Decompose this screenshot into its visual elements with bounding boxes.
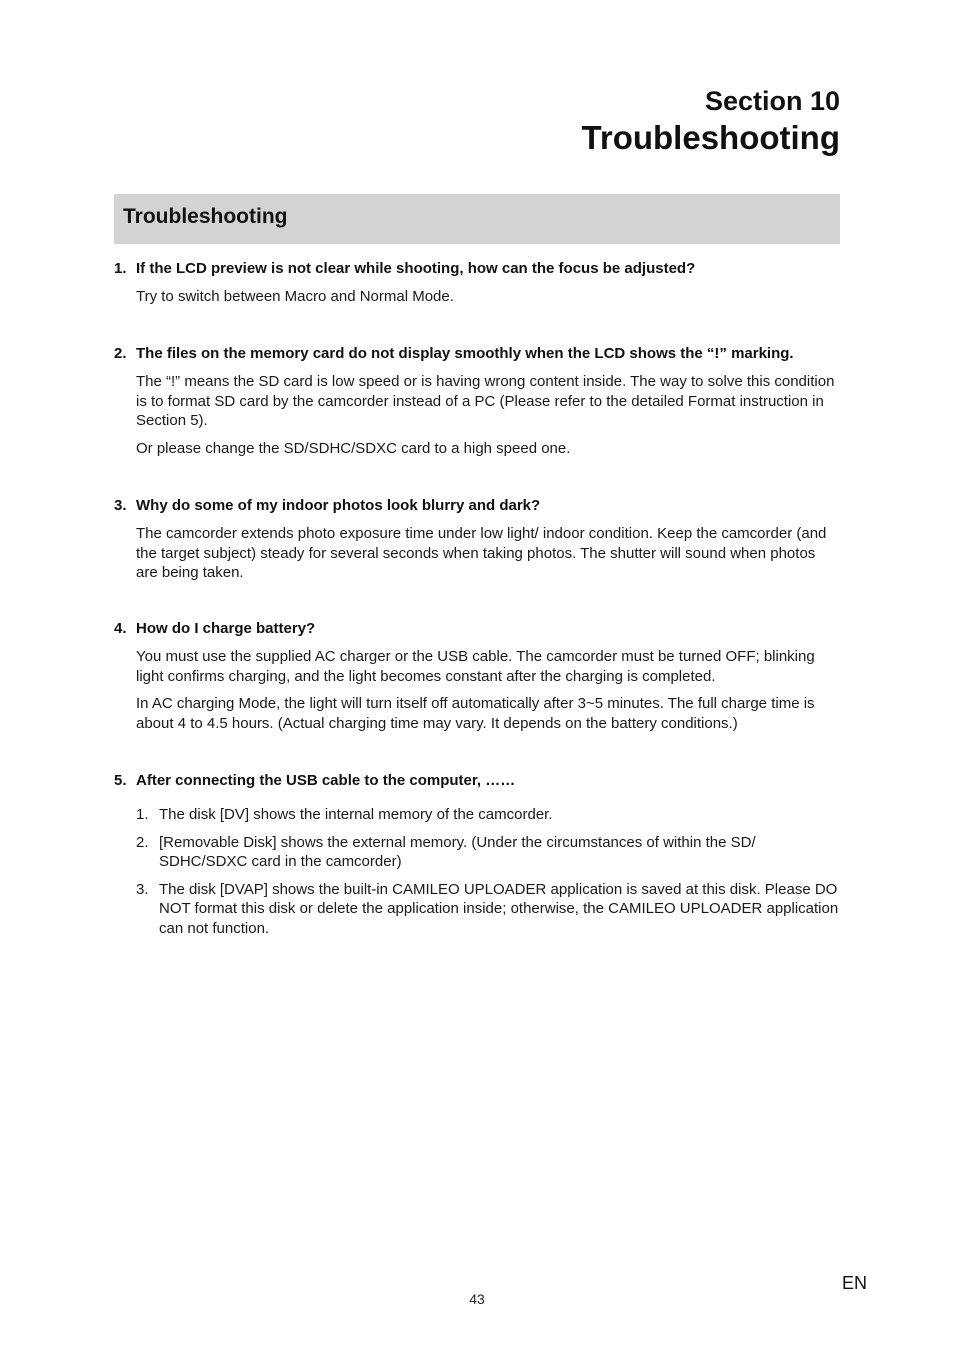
sub-list-item bbox=[136, 833, 840, 872]
sub-item-number: 2. bbox=[136, 833, 149, 851]
question-text: The files on the memory card do not display smoothly when the LCD shows the “!” marking. bbox=[136, 345, 794, 362]
question bbox=[114, 771, 840, 790]
sub-item-text: The disk [DVAP] shows the built-in CAMILEO UPLOADER application is saved at this disk. Please DO NOT format this disk or delete the application inside; otherwise, the CAMILEO UPLOADER application can not function. bbox=[159, 880, 839, 937]
answer-paragraph: The “!” means the SD card is low speed or is having wrong content inside. The way to solve this condition is to format SD card by the camcorder instead of a PC (Please refer to the detailed Format instruction in Section 5). bbox=[136, 373, 835, 429]
question-number: 4. bbox=[114, 620, 127, 637]
page-number: 43 bbox=[469, 1291, 485, 1307]
question bbox=[114, 259, 840, 278]
sub-item-number: 3. bbox=[136, 880, 149, 898]
banner-title: Troubleshooting bbox=[123, 205, 288, 228]
question-number: 1. bbox=[114, 260, 127, 277]
section-title: Troubleshooting bbox=[581, 119, 840, 156]
faq-item-2 bbox=[114, 344, 840, 458]
sub-item-text: [Removable Disk] shows the external memory. (Under the circumstances of within the SD/ SDHC/SDXC card in the camcorder) bbox=[159, 833, 756, 870]
topic-banner bbox=[114, 194, 840, 244]
language-code: EN bbox=[841, 1273, 867, 1293]
sub-list-item bbox=[136, 805, 840, 825]
sub-item-number: 1. bbox=[136, 806, 149, 823]
faq-item-1 bbox=[114, 259, 840, 307]
question-text: Why do some of my indoor photos look blurry and dark? bbox=[136, 497, 541, 514]
page-header bbox=[582, 84, 840, 158]
question-number: 5. bbox=[114, 772, 127, 789]
sub-list-item bbox=[136, 880, 840, 939]
answer-paragraph: Or please change the SD/SDHC/SDXC card to a high speed one. bbox=[136, 439, 571, 457]
faq-item-5 bbox=[114, 771, 840, 946]
question bbox=[114, 496, 840, 515]
sub-item-text: The disk [DV] shows the internal memory of the camcorder. bbox=[159, 806, 553, 823]
question-number: 2. bbox=[114, 345, 127, 362]
question bbox=[114, 344, 840, 363]
question-text: If the LCD preview is not clear while shooting, how can the focus be adjusted? bbox=[136, 260, 696, 277]
answer-paragraph: The camcorder extends photo exposure time under low light/ indoor condition. Keep the camcorder (and the target subject) steady for several seconds when taking photos. The shutter will sound when photos are being taken. bbox=[136, 525, 827, 581]
question-text: After connecting the USB cable to the computer, …… bbox=[136, 772, 516, 789]
answer-paragraph: Try to switch between Macro and Normal Mode. bbox=[136, 288, 454, 305]
question-number: 3. bbox=[114, 497, 127, 514]
section-number: Section 10 bbox=[704, 86, 840, 116]
question-text: How do I charge battery? bbox=[136, 620, 316, 637]
sub-list bbox=[136, 805, 840, 938]
answer-paragraph: In AC charging Mode, the light will turn itself off automatically after 3~5 minutes. The full charge time is about 4 to 4.5 hours. (Actual charging time may vary. It depends on the battery conditions.) bbox=[136, 695, 815, 732]
question bbox=[114, 619, 840, 638]
faq-item-3 bbox=[114, 496, 840, 583]
faq-item-4 bbox=[114, 619, 840, 733]
answer-paragraph: You must use the supplied AC charger or the USB cable. The camcorder must be turned OFF; blinking light confirms charging, and the light becomes constant after the charging is completed. bbox=[136, 648, 815, 685]
